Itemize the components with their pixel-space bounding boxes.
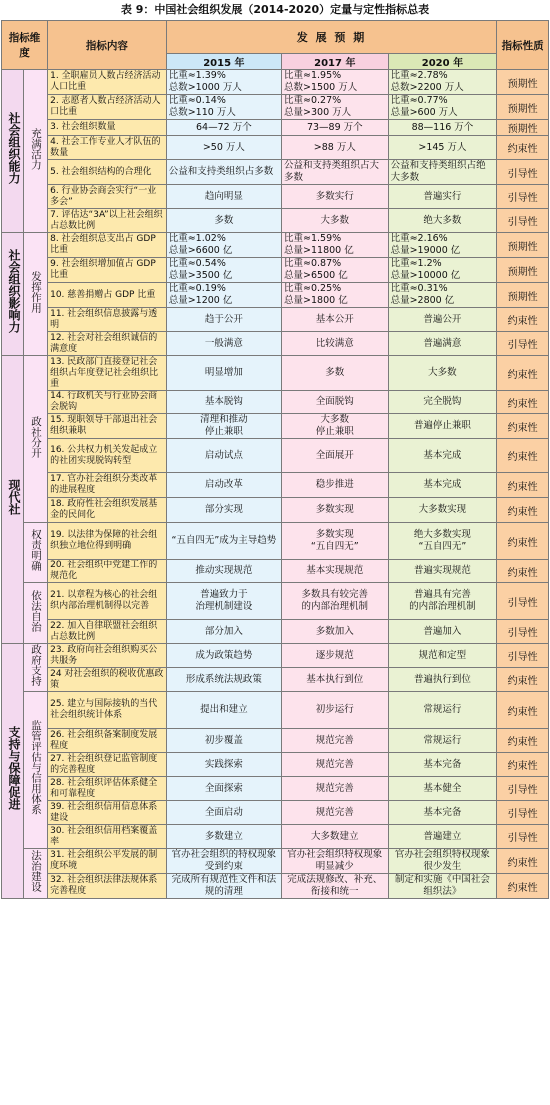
- table-row: [2, 825, 549, 849]
- forecast-2017-cell: 比重≈0.27% 总量>300 万人: [282, 95, 389, 120]
- indicator-nature-cell: 引导性: [497, 825, 549, 849]
- forecast-2020-cell: 普遍执行到位: [388, 668, 497, 692]
- forecast-2017-cell: 大多数 停止兼职: [282, 414, 389, 439]
- table-row: [2, 849, 549, 874]
- indicator-content-cell: 20. 社会组织中党建工作的规范化: [48, 560, 167, 583]
- forecast-2017-cell: 规范完善: [282, 801, 389, 825]
- indicator-content-cell: 31. 社会组织公平发展的制度环境: [48, 849, 167, 874]
- forecast-2017-cell: 大多数: [282, 209, 389, 233]
- forecast-2020-cell: 基本完成: [388, 473, 497, 498]
- forecast-2015-cell: 启动改革: [166, 473, 281, 498]
- subgroup-label: [23, 644, 47, 692]
- forecast-2020-cell: 规范和定型: [388, 644, 497, 668]
- forecast-2017-cell: 多数实现: [282, 498, 389, 523]
- indicator-content-cell: 13. 民政部门直接登记社会组织占年度登记社会组织比重: [48, 356, 167, 391]
- indicator-content-cell: 14. 行政机关与行业协会商会脱钩: [48, 391, 167, 414]
- indicator-nature-cell: 约束性: [497, 391, 549, 414]
- subgroup-text: 权责明确: [30, 529, 43, 571]
- forecast-2017-cell: 规范完善: [282, 753, 389, 777]
- forecast-2015-cell: 全面探索: [166, 777, 281, 801]
- subgroup-text: 政府支持: [30, 644, 43, 686]
- forecast-2015-cell: 全面启动: [166, 801, 281, 825]
- forecast-2020-cell: 比重≈0.31% 总量>2800 亿: [388, 283, 497, 308]
- forecast-2017-cell: 大多数建立: [282, 825, 389, 849]
- forecast-2020-cell: 比重≈2.16% 总量>19000 亿: [388, 233, 497, 258]
- header-nature: 指标性质: [497, 21, 549, 70]
- forecast-2015-cell: 官办社会组织的特权现象受到约束: [166, 849, 281, 874]
- dimension-label: [2, 70, 24, 233]
- forecast-2020-cell: 普遍实现规范: [388, 560, 497, 583]
- indicator-nature-cell: 引导性: [497, 777, 549, 801]
- forecast-2015-cell: 部分加入: [166, 620, 281, 644]
- subgroup-text: 依法自治: [30, 589, 43, 632]
- forecast-2020-cell: 普遍具有完善 的内部治理机制: [388, 583, 497, 620]
- subgroup-label: [23, 356, 47, 523]
- forecast-2015-cell: 趋于公开: [166, 308, 281, 332]
- dimension-label: [2, 233, 24, 356]
- indicator-nature-cell: 引导性: [497, 583, 549, 620]
- forecast-2017-cell: 规范完善: [282, 777, 389, 801]
- indicator-nature-cell: 约束性: [497, 439, 549, 473]
- forecast-2020-cell: 绝大多数实现 “五自四无”: [388, 523, 497, 560]
- indicator-nature-cell: 预期性: [497, 95, 549, 120]
- indicator-nature-cell: 预期性: [497, 70, 549, 95]
- forecast-2015-cell: 比重≈0.14% 总数>110 万人: [166, 95, 281, 120]
- forecast-2020-cell: 88—116 万个: [388, 120, 497, 136]
- forecast-2017-cell: 73—89 万个: [282, 120, 389, 136]
- forecast-2015-cell: “五自四无”成为主导趋势: [166, 523, 281, 560]
- forecast-2015-cell: 推动实现规范: [166, 560, 281, 583]
- forecast-2017-cell: 完成法规修改、补充、衔接和统一: [282, 874, 389, 899]
- forecast-2017-cell: 比重≈0.25% 总量>1800 亿: [282, 283, 389, 308]
- indicator-content-cell: 4. 社会工作专业人才队伍的数量: [48, 136, 167, 160]
- header-forecast: 发 展 预 期: [166, 21, 497, 54]
- indicator-content-cell: 9. 社会组织增加值占 GDP 比重: [48, 258, 167, 283]
- forecast-2020-cell: 基本完成: [388, 439, 497, 473]
- page-title: 表 9：中国社会组织发展（2014-2020）定量与定性指标总表: [120, 3, 430, 16]
- table-row: [2, 95, 549, 120]
- forecast-2015-cell: 趋向明显: [166, 185, 281, 209]
- indicator-nature-cell: 预期性: [497, 120, 549, 136]
- indicator-content-cell: 18. 政府性社会组织发展基金的民间化: [48, 498, 167, 523]
- indicator-content-cell: 16. 公共权力机关发起成立的社团实现脱钩转型: [48, 439, 167, 473]
- forecast-2017-cell: 规范完善: [282, 729, 389, 753]
- indicator-nature-cell: 约束性: [497, 668, 549, 692]
- forecast-2015-cell: >50 万人: [166, 136, 281, 160]
- forecast-2020-cell: 常规运行: [388, 729, 497, 753]
- indicator-content-cell: 21. 以章程为核心的社会组织内部治理机制得以完善: [48, 583, 167, 620]
- forecast-2015-cell: 清理和推动 停止兼职: [166, 414, 281, 439]
- forecast-2015-cell: 普遍致力于 治理机制建设: [166, 583, 281, 620]
- dimension-label: [2, 356, 24, 644]
- forecast-2015-cell: 比重≈0.54% 总量>3500 亿: [166, 258, 281, 283]
- indicator-content-cell: 19. 以法律为保障的社会组织独立地位得到明确: [48, 523, 167, 560]
- indicator-content-cell: 39. 社会组织信用信息体系建设: [48, 801, 167, 825]
- forecast-2017-cell: 多数加入: [282, 620, 389, 644]
- indicator-content-cell: 25. 建立与国际接轨的当代社会组织统计体系: [48, 692, 167, 729]
- forecast-2015-cell: 一般满意: [166, 332, 281, 356]
- forecast-2015-cell: 多数建立: [166, 825, 281, 849]
- subgroup-label: [23, 233, 47, 356]
- forecast-2015-cell: 比重≈0.19% 总量>1200 亿: [166, 283, 281, 308]
- indicator-nature-cell: 约束性: [497, 560, 549, 583]
- indicator-nature-cell: 约束性: [497, 308, 549, 332]
- forecast-2017-cell: 全面展开: [282, 439, 389, 473]
- subgroup-label: [23, 70, 47, 233]
- forecast-2020-cell: 比重≈0.77% 总量>600 万人: [388, 95, 497, 120]
- forecast-2020-cell: 普遍加入: [388, 620, 497, 644]
- indicator-content-cell: 6. 行业协会商会实行“一业多会”: [48, 185, 167, 209]
- dimension-text: 支持与保障促进: [7, 726, 21, 810]
- subgroup-label: [23, 692, 47, 849]
- header-content: 指标内容: [48, 21, 167, 70]
- forecast-2017-cell: 基本公开: [282, 308, 389, 332]
- indicator-content-cell: 1. 全职雇员人数占经济活动人口比重: [48, 70, 167, 95]
- forecast-2020-cell: 完全脱钩: [388, 391, 497, 414]
- forecast-2020-cell: 大多数实现: [388, 498, 497, 523]
- forecast-2017-cell: 多数实行: [282, 185, 389, 209]
- table-row: [2, 332, 549, 356]
- indicator-content-cell: 28. 社会组织评估体系健全和可靠程度: [48, 777, 167, 801]
- indicator-nature-cell: 约束性: [497, 414, 549, 439]
- forecast-2017-cell: 比重≈1.59% 总量>11800 亿: [282, 233, 389, 258]
- forecast-2015-cell: 多数: [166, 209, 281, 233]
- forecast-2015-cell: 初步覆盖: [166, 729, 281, 753]
- subgroup-label: [23, 523, 47, 583]
- forecast-2017-cell: 多数实现 “五自四无”: [282, 523, 389, 560]
- indicator-nature-cell: 引导性: [497, 185, 549, 209]
- table-row: [2, 308, 549, 332]
- forecast-2015-cell: 启动试点: [166, 439, 281, 473]
- table-row: [2, 70, 549, 95]
- table-row: [2, 356, 549, 391]
- table-row: [2, 668, 549, 692]
- forecast-2020-cell: 普遍公开: [388, 308, 497, 332]
- indicator-nature-cell: 约束性: [497, 356, 549, 391]
- indicator-nature-cell: 预期性: [497, 258, 549, 283]
- indicator-content-cell: 26. 社会组织备案制度发展程度: [48, 729, 167, 753]
- forecast-2020-cell: 制定和实施《中国社会组织法》: [388, 874, 497, 899]
- indicator-content-cell: 8. 社会组织总支出占 GDP 比重: [48, 233, 167, 258]
- indicator-nature-cell: 预期性: [497, 283, 549, 308]
- indicator-content-cell: 17. 官办社会组织分类改革的进展程度: [48, 473, 167, 498]
- indicator-nature-cell: 约束性: [497, 473, 549, 498]
- forecast-2017-cell: >88 万人: [282, 136, 389, 160]
- forecast-2017-cell: 基本实现规范: [282, 560, 389, 583]
- forecast-2017-cell: 基本执行到位: [282, 668, 389, 692]
- forecast-2015-cell: 部分实现: [166, 498, 281, 523]
- forecast-2020-cell: 基本健全: [388, 777, 497, 801]
- forecast-2017-cell: 多数具有较完善 的内部治理机制: [282, 583, 389, 620]
- indicator-nature-cell: 约束性: [497, 874, 549, 899]
- forecast-2017-cell: 比重≈0.87% 总量>6500 亿: [282, 258, 389, 283]
- forecast-2020-cell: 基本完备: [388, 801, 497, 825]
- indicator-nature-cell: 约束性: [497, 849, 549, 874]
- table-row: [2, 729, 549, 753]
- forecast-2020-cell: 官办社会组织特权现象很少发生: [388, 849, 497, 874]
- header-year-2017: 2017 年: [282, 54, 389, 70]
- header-dimension: 指标维度: [2, 21, 48, 70]
- dimension-label: [2, 644, 24, 899]
- header-year-2020: 2020 年: [388, 54, 497, 70]
- table-row: [2, 583, 549, 620]
- subgroup-text: 充满活力: [30, 127, 43, 170]
- header-year-2015: 2015 年: [166, 54, 281, 70]
- forecast-2020-cell: 常规运行: [388, 692, 497, 729]
- forecast-2017-cell: 逐步规范: [282, 644, 389, 668]
- indicator-nature-cell: 引导性: [497, 209, 549, 233]
- table-row: [2, 233, 549, 258]
- table-row: [2, 801, 549, 825]
- forecast-2017-cell: 稳步推进: [282, 473, 389, 498]
- indicator-content-cell: 7. 评估达“3A”以上社会组织占总数比例: [48, 209, 167, 233]
- indicator-content-cell: 22. 加入自律联盟社会组织占总数比例: [48, 620, 167, 644]
- indicator-rows: [2, 70, 549, 899]
- indicator-content-cell: 5. 社会组织结构的合理化: [48, 160, 167, 185]
- forecast-2020-cell: 绝大多数: [388, 209, 497, 233]
- indicator-nature-cell: 约束性: [497, 753, 549, 777]
- forecast-2017-cell: 官办社会组织特权现象明显减少: [282, 849, 389, 874]
- indicator-nature-cell: 引导性: [497, 332, 549, 356]
- forecast-2020-cell: 普遍建立: [388, 825, 497, 849]
- table-row: [2, 753, 549, 777]
- indicator-content-cell: 24 对社会组织的税收优惠政策: [48, 668, 167, 692]
- table-row: [2, 414, 549, 439]
- table-row: [2, 692, 549, 729]
- table-row: [2, 185, 549, 209]
- forecast-2017-cell: 全面脱钩: [282, 391, 389, 414]
- indicator-content-cell: 32. 社会组织法律法规体系完善程度: [48, 874, 167, 899]
- forecast-2020-cell: 普遍实行: [388, 185, 497, 209]
- forecast-2020-cell: 比重≈1.2% 总量>10000 亿: [388, 258, 497, 283]
- indicator-content-cell: 27. 社会组织登记监管制度的完善程度: [48, 753, 167, 777]
- forecast-2015-cell: 64—72 万个: [166, 120, 281, 136]
- table-row: [2, 473, 549, 498]
- table-row: [2, 136, 549, 160]
- table-row: [2, 120, 549, 136]
- table-row: [2, 391, 549, 414]
- indicator-content-cell: 30. 社会组织信用档案覆盖率: [48, 825, 167, 849]
- table-row: [2, 560, 549, 583]
- forecast-2015-cell: 完成所有规范性文件和法规的清理: [166, 874, 281, 899]
- forecast-2015-cell: 明显增加: [166, 356, 281, 391]
- indicator-nature-cell: 约束性: [497, 136, 549, 160]
- indicator-content-cell: 11. 社会组织信息披露与透明: [48, 308, 167, 332]
- forecast-2020-cell: 公益和支持类组织占绝大多数: [388, 160, 497, 185]
- forecast-2020-cell: >145 万人: [388, 136, 497, 160]
- subgroup-label: [23, 849, 47, 899]
- forecast-2015-cell: 比重≈1.02% 总量>6600 亿: [166, 233, 281, 258]
- forecast-2017-cell: 公益和支持类组织占大多数: [282, 160, 389, 185]
- indicator-content-cell: 10. 慈善捐赠占 GDP 比重: [48, 283, 167, 308]
- forecast-2015-cell: 形成系统法规政策: [166, 668, 281, 692]
- indicator-nature-cell: 引导性: [497, 644, 549, 668]
- indicator-content-cell: 3. 社会组织数量: [48, 120, 167, 136]
- dimension-text: 现代社: [7, 478, 21, 515]
- indicator-content-cell: 2. 志愿者人数占经济活动人口比重: [48, 95, 167, 120]
- table-row: [2, 258, 549, 283]
- forecast-2020-cell: 比重≈2.78% 总数>2200 万人: [388, 70, 497, 95]
- subgroup-text: 监管评估与信用体系: [30, 720, 43, 815]
- forecast-2020-cell: 大多数: [388, 356, 497, 391]
- indicator-content-cell: 15. 现职领导干部退出社会组织兼职: [48, 414, 167, 439]
- table-row: [2, 498, 549, 523]
- forecast-2015-cell: 基本脱钩: [166, 391, 281, 414]
- indicator-nature-cell: 引导性: [497, 801, 549, 825]
- indicator-nature-cell: 引导性: [497, 160, 549, 185]
- forecast-2020-cell: 基本完备: [388, 753, 497, 777]
- table-row: [2, 283, 549, 308]
- forecast-2020-cell: 普遍停止兼职: [388, 414, 497, 439]
- forecast-2017-cell: 初步运行: [282, 692, 389, 729]
- table-row: [2, 523, 549, 560]
- forecast-2015-cell: 比重≈1.39% 总数>1000 万人: [166, 70, 281, 95]
- forecast-2015-cell: 实践探索: [166, 753, 281, 777]
- subgroup-text: 法治建设: [30, 850, 43, 892]
- table-row: [2, 160, 549, 185]
- indicator-content-cell: 12. 社会对社会组织诚信的满意度: [48, 332, 167, 356]
- indicator-nature-cell: 约束性: [497, 729, 549, 753]
- table-row: [2, 209, 549, 233]
- table-row: [2, 874, 549, 899]
- table-row: [2, 439, 549, 473]
- indicator-nature-cell: 引导性: [497, 620, 549, 644]
- table-row: [2, 620, 549, 644]
- dimension-text: 社会组织能力: [7, 112, 21, 184]
- forecast-2017-cell: 比重≈1.95% 总数>1500 万人: [282, 70, 389, 95]
- forecast-2015-cell: 公益和支持类组织占多数: [166, 160, 281, 185]
- forecast-2017-cell: 比较满意: [282, 332, 389, 356]
- table-row: [2, 777, 549, 801]
- forecast-2020-cell: 普遍满意: [388, 332, 497, 356]
- indicator-table: [1, 20, 549, 899]
- subgroup-text: 发挥作用: [30, 270, 43, 313]
- indicator-content-cell: 23. 政府向社会组织购买公共服务: [48, 644, 167, 668]
- table-row: [2, 644, 549, 668]
- subgroup-text: 政社分开: [30, 415, 43, 458]
- forecast-2017-cell: 多数: [282, 356, 389, 391]
- indicator-nature-cell: 约束性: [497, 498, 549, 523]
- subgroup-label: [23, 583, 47, 644]
- dimension-text: 社会组织影响力: [7, 249, 21, 333]
- forecast-2015-cell: 提出和建立: [166, 692, 281, 729]
- indicator-nature-cell: 约束性: [497, 523, 549, 560]
- indicator-nature-cell: 预期性: [497, 233, 549, 258]
- forecast-2015-cell: 成为政策趋势: [166, 644, 281, 668]
- indicator-nature-cell: 约束性: [497, 692, 549, 729]
